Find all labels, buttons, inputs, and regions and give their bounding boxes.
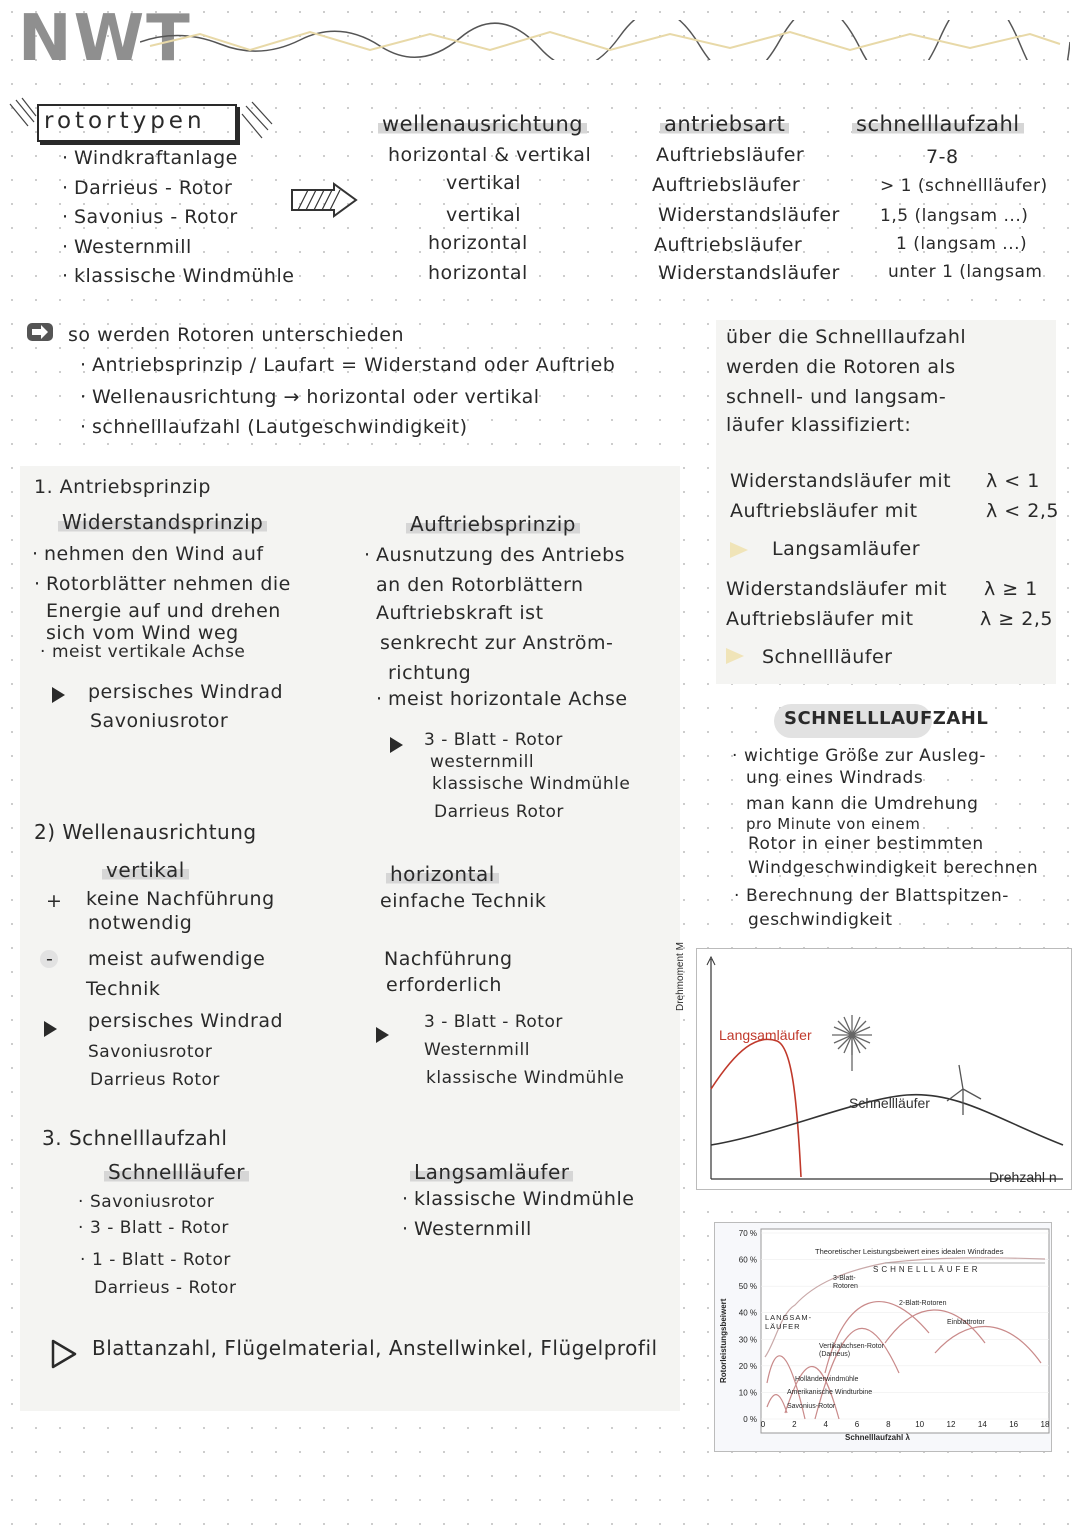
list-item: Technik (86, 978, 161, 1000)
chart-title: Theoretischer Leistungsbeiwert eines idealen Windrades (815, 1247, 1004, 1256)
note-line: schnell- und langsam- (726, 386, 947, 408)
triangle-icon (376, 1024, 401, 1043)
info-line: · Berechnung der Blattspitzen- (746, 886, 1009, 906)
langsamlaeufer-title: Langsamläufer (410, 1160, 573, 1184)
rule-b: λ ≥ 2,5 (980, 608, 1053, 630)
label-american: Amerikanische Windturbine (787, 1389, 873, 1396)
list-item: · meist vertikale Achse (52, 642, 245, 662)
note-line: werden die Rotoren als (726, 356, 956, 378)
list-item: · klassische Windmühle (414, 1188, 634, 1210)
rule-a: Auftriebsläufer mit (730, 500, 918, 522)
x-axis-label: Schnelllaufzahl λ (845, 1433, 910, 1442)
list-item: · klassische Windmühle (74, 265, 294, 287)
legend-schnell: Schnellläufer (849, 1095, 930, 1111)
welle-value: horizontal (428, 262, 528, 284)
antrieb-value: Auftriebsläufer (654, 234, 803, 256)
welle-value: horizontal & vertikal (388, 144, 592, 166)
y-tick-label: 60 % (738, 1255, 757, 1265)
power-coefficient-svg (715, 1223, 1051, 1451)
list-item: Auftriebskraft ist (376, 602, 544, 624)
list-item: · Savonius - Rotor (74, 206, 238, 228)
list-item: · meist horizontale Achse (388, 688, 628, 710)
note-line: über die Schnelllaufzahl (726, 326, 967, 348)
example-item: 3 - Blatt - Rotor (424, 730, 563, 750)
y-axis-label: Drehmoment M (675, 942, 686, 1011)
x-tick-label: 12 (946, 1420, 956, 1429)
list-item: sich vom Wind weg (46, 622, 239, 644)
example-item: Savoniusrotor (90, 710, 229, 732)
auftrieb-title: Auftriebsprinzip (406, 512, 580, 536)
example-item: 3 - Blatt - Rotor (424, 1012, 563, 1032)
list-item: an den Rotorblättern (376, 574, 584, 596)
info-line: Rotor in einer bestimmten (748, 834, 984, 854)
x-tick-label: 8 (886, 1420, 891, 1429)
x-tick-label: 4 (823, 1420, 828, 1429)
info-line: man kann die Umdrehung (746, 794, 979, 814)
langsam-label: Langsamläufer (772, 538, 921, 560)
y-tick-label: 20 % (738, 1361, 757, 1371)
y-tick-label: 70 % (738, 1229, 757, 1238)
schnelllaeufer-title: Schnellläufer (104, 1160, 249, 1184)
plus-label: + (46, 890, 63, 912)
rule-b: λ < 1 (986, 470, 1040, 492)
schnelllaufzahl-title: SCHNELLLAUFZAHL (784, 708, 989, 729)
list-item: · Darrieus - Rotor (74, 177, 232, 199)
rule-a: Widerstandsläufer mit (730, 470, 952, 492)
widerstand-title: Widerstandsprinzip (58, 510, 267, 534)
list-item: senkrecht zur Anström- (380, 632, 614, 654)
x-tick-label: 0 (760, 1420, 766, 1429)
series-langsam-curve (711, 1039, 801, 1177)
triangle-outline-icon (50, 1338, 78, 1370)
rule-b: λ < 2,5 (986, 500, 1059, 522)
list-item: erforderlich (386, 974, 502, 996)
list-item: · Windkraftanlage (74, 147, 238, 169)
arrow-marker-icon (730, 542, 748, 558)
list-item: · 3 - Blatt - Rotor (90, 1218, 229, 1238)
column-title-antrieb: antriebsart (660, 112, 789, 136)
example-item: Darrieus Rotor (90, 1070, 220, 1090)
x-tick-label: 18 (1040, 1420, 1050, 1429)
schnell-value: 1 (langsam ...) (896, 234, 1028, 254)
list-item: · Westernmill (74, 236, 192, 258)
rule-b: λ ≥ 1 (984, 578, 1038, 600)
example-item: Savoniusrotor (88, 1042, 213, 1062)
section-3-title: 3. Schnelllaufzahl (42, 1126, 228, 1150)
x-tick-label: 14 (977, 1420, 987, 1429)
example-item: persisches Windrad (88, 1010, 284, 1032)
note-line: läufer klassifiziert: (726, 414, 912, 436)
list-item: · Westernmill (414, 1218, 532, 1240)
x-tick-label: 6 (854, 1420, 860, 1429)
example-item: klassische Windmühle (432, 774, 631, 794)
triangle-icon (44, 1018, 69, 1037)
schnell-value: 7-8 (926, 146, 959, 168)
x-tick-label: 16 (1009, 1420, 1019, 1429)
list-item: Energie auf und drehen (46, 600, 281, 622)
list-item: meist aufwendige (88, 948, 266, 970)
list-item: Darrieus - Rotor (94, 1278, 237, 1298)
y-tick-label: 10 % (738, 1388, 757, 1398)
label-1blatt: Einblattrotor (947, 1319, 985, 1326)
antrieb-value: Widerstandsläufer (658, 204, 840, 226)
triangle-icon (52, 684, 77, 703)
rule-a: Widerstandsläufer mit (726, 578, 948, 600)
windmill-multiblade-icon (832, 1015, 872, 1071)
label-schnelllaeufer: SCHNELLLÄUFER (873, 1265, 981, 1274)
intro-item: · schnelllaufzahl (Lautgeschwindigkeit) (92, 416, 468, 438)
schnell-label: Schnellläufer (762, 646, 893, 668)
vertikal-title: vertikal (102, 858, 189, 882)
list-item: einfache Technik (380, 890, 547, 912)
antrieb-value: Auftriebsläufer (656, 144, 805, 166)
horizontal-title: horizontal (386, 862, 499, 886)
list-item: keine Nachführung (86, 888, 275, 910)
example-item: Darrieus Rotor (434, 802, 564, 822)
intro-item: · Wellenausrichtung → horizontal oder vertikal (92, 386, 540, 408)
label-2blatt: 2-Blatt-Rotoren (899, 1300, 947, 1307)
label-savonius: Savonius-Rotor (787, 1403, 836, 1410)
x-tick-label: 2 (792, 1420, 797, 1429)
info-line: pro Minute von einem (746, 815, 921, 833)
list-item: · Rotorblätter nehmen die (46, 573, 291, 595)
label-3blatt: 3-Blatt-Rotoren (833, 1275, 858, 1290)
welle-value: vertikal (446, 204, 522, 226)
torque-chart (675, 942, 1072, 1190)
list-item: · nehmen den Wind auf (44, 543, 264, 565)
column-title-welle: wellenausrichtung (378, 112, 587, 136)
intro-heading: so werden Rotoren unterschieden (68, 324, 404, 346)
legend-langsam: Langsamläufer (719, 1027, 812, 1043)
welle-value: vertikal (446, 172, 522, 194)
label-darrieus: Vertikalachsen-Rotor (Darrieus) (819, 1343, 884, 1358)
info-line: Windgeschwindigkeit berechnen (748, 858, 1039, 878)
y-tick-label: 30 % (738, 1335, 757, 1345)
rule-a: Auftriebsläufer mit (726, 608, 914, 630)
info-line: · wichtige Größe zur Ausleg- (744, 746, 986, 766)
arrow-right-icon (26, 322, 54, 342)
section-2-title: 2) Wellenausrichtung (34, 820, 257, 844)
info-line: ung eines Windrads (746, 768, 924, 788)
list-item: · Ausnutzung des Antriebs (376, 544, 625, 566)
section-1-title: 1. Antriebsprinzip (34, 476, 211, 498)
list-item: · Savoniusrotor (90, 1192, 214, 1212)
schnell-value: unter 1 (langsam (888, 262, 1043, 282)
label-langsamlaeufer: LANGSAM-LÄUFER (765, 1313, 813, 1331)
list-item: Nachführung (384, 948, 513, 970)
torque-chart-svg (697, 949, 1071, 1189)
minus-label: - (46, 948, 54, 970)
y-tick-label: 40 % (738, 1308, 757, 1318)
x-axis-label: Drehzahl n (989, 1169, 1057, 1185)
y-tick-label: 50 % (738, 1282, 757, 1292)
intro-item: · Antriebsprinzip / Laufart = Widerstand oder Auftrieb (92, 354, 615, 376)
example-item: westernmill (430, 752, 535, 772)
antrieb-value: Widerstandsläufer (658, 262, 840, 284)
label-hollaender: Holländerwindmühle (795, 1376, 859, 1383)
y-axis-label: Rotorleistungsbeiwert (719, 1298, 728, 1383)
example-item: klassische Windmühle (426, 1068, 625, 1088)
title-zigzag-decoration (140, 20, 1070, 60)
schnell-value: 1,5 (langsam ...) (880, 206, 1029, 226)
y-tick-label: 0 % (743, 1415, 757, 1424)
triangle-icon (390, 734, 415, 753)
welle-value: horizontal (428, 232, 528, 254)
list-item: · 1 - Blatt - Rotor (92, 1250, 231, 1270)
antrieb-value: Auftriebsläufer (652, 174, 801, 196)
x-tick-label: 10 (915, 1420, 925, 1429)
list-item: notwendig (88, 912, 193, 934)
arrow-marker-icon (726, 648, 744, 664)
rotor-factors: Blattanzahl, Flügelmaterial, Anstellwinkel, Flügelprofil (92, 1336, 658, 1360)
power-coefficient-chart (714, 1222, 1052, 1452)
example-item: persisches Windrad (88, 681, 284, 703)
list-item: richtung (388, 662, 472, 684)
column-title-schnell: schnelllaufzahl (852, 112, 1024, 136)
schnell-value: > 1 (schnellläufer) (880, 176, 1048, 196)
page-title: NWT (18, 2, 192, 76)
big-arrow-icon (290, 182, 360, 218)
rotortypen-label: rotortypen (44, 108, 206, 134)
info-line: geschwindigkeit (748, 910, 893, 930)
example-item: Westernmill (424, 1040, 530, 1060)
